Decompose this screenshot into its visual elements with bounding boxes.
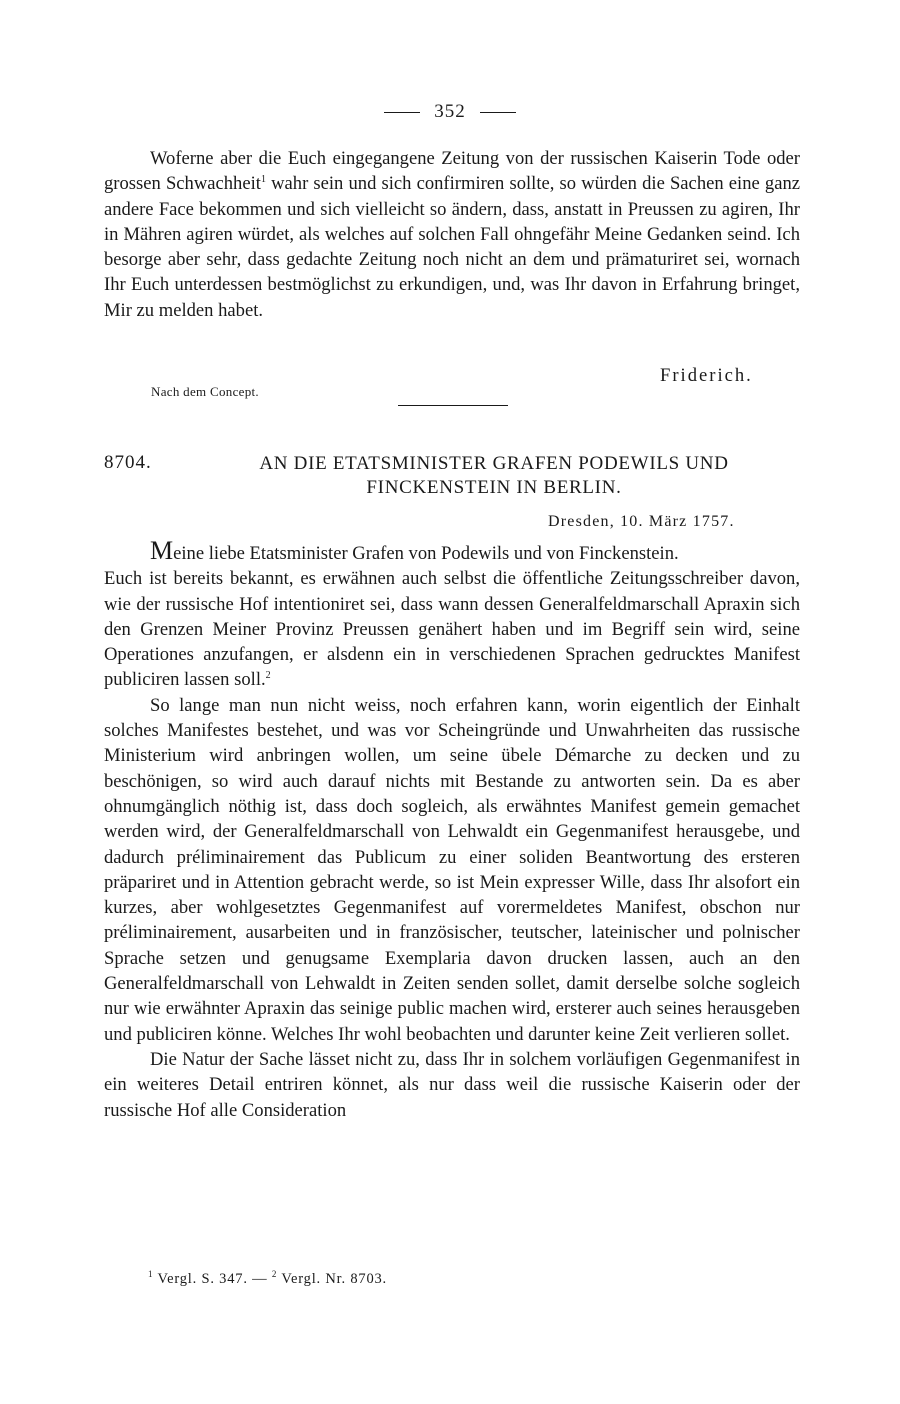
closing-paragraph: Woferne aber die Euch eingegangene Zeitung von der russischen Kaiserin Tode oder grossen Schwachheit$^1$ wahr sein und sich confirmiren sollte, so würden die Sachen eine ganz andere Face bekommen und sich vielleicht so ändern, dass, anstatt in Preussen zu agiren, Ihr in Mähren agiren würdet, als welches auf solchen Fall ohngefähr Meine Gedanken seind. Ich besorge aber sehr, dass gedachte Zeitung noch nicht an dem und prämaturiret sei, wornach Ihr Euch unterdessen bestmöglichst zu erkundigen, und, was Ihr davon in Erfahrung bringet, Mir zu melden habet. (104, 148, 800, 321)
page-number-dash-left (384, 112, 420, 113)
source-note: Nach dem Concept. (151, 384, 259, 399)
letter-number: 8704. (104, 452, 152, 473)
body-paragraph-2: So lange man nun nicht weiss, noch erfahren kann, worin eigentlich der Einhalt solches Manifestes bestehet, und was vor Scheingründe und Unwahrheiten das russische Ministerium wird anbringen wollen, um seine übele Démarche zu decken und zu beschönigen, so wird auch darauf nichts mit Bestande zu antworten sein. Da es aber ohnumgänglich nöthig ist, dass doch sogleich, als erwähntes Manifest gemein gemachet werden wird, der Generalfeldmarschall von Lehwaldt ein Gegenmanifest herausgebe, und dadurch préliminairement das Publicum zu einer soliden Beantwortung des ersteren präpariret und in Attention gebracht werde, so ist Mein expresser Wille, dass Ihr alsofort ein kurzes, aber wohlgesetztes Gegenmanifest auf vorermeldetes Manifest, obschon nur préliminairement, ausarbeiten und in französischer, teutscher, lateinischer und polnischer Sprache setzen und genugsame Exemplaria davon drucken lassen, auch an den Generalfeldmarschall von Lehwaldt in Zeiten senden sollet, damit derselbe solche sogleich nur wie erwähnter Apraxin das seinige public machen wird, ersterer auch seines herausgeben und publiciren könne. Welches Ihr wohl beobachten und darunter keine Zeit verlieren sollet. (104, 694, 800, 1045)
letter-body (104, 538, 800, 1123)
footnotes: $^1$ Vergl. S. 347. — $^2$ Vergl. Nr. 8703. (148, 1269, 387, 1287)
salutation: Meine liebe Etatsminister Grafen von Podewils und von Finckenstein. (150, 536, 679, 565)
body-paragraph-3: Die Natur der Sache lässet nicht zu, dass Ihr in solchem vorläufigen Gegenmanifest in ein weiteres Detail entriren könnet, als nur dass weil die russische Kaiserin oder der russische Hof alle Consideration (104, 1048, 800, 1121)
footnote-ref: 1 (260, 174, 266, 186)
salutation-initial: M (150, 536, 174, 565)
page-number (0, 101, 900, 123)
heading-line-2: FINCKENSTEIN IN BERLIN. (366, 477, 622, 498)
dateline: Dresden, 10. März 1757. (548, 513, 735, 530)
previous-letter-closing (104, 146, 800, 323)
page-number-dash-right (480, 112, 516, 113)
letter-heading (188, 452, 800, 500)
section-divider (398, 405, 508, 406)
heading-line-1: AN DIE ETATSMINISTER GRAFEN PODEWILS UND (259, 453, 729, 474)
body-paragraph-1: Euch ist bereits bekannt, es erwähnen auch selbst die öffentliche Zeitungsschreiber davon, wie der russische Hof intentioniret sei, dass wann dessen Generalfeldmarschall Apraxin sich den Grenzen Meiner Provinz Preussen genähert haben und im Begriff sein wird, seine Operationes anzufangen, er alsdenn ein in verschiedenen Sprachen gedrucktes Manifest publiciren lassen soll.$^2$ (104, 568, 800, 691)
page-number-text: 352 (434, 101, 466, 122)
signature: Friderich. (660, 365, 753, 386)
footnote-ref: 2 (265, 670, 271, 682)
